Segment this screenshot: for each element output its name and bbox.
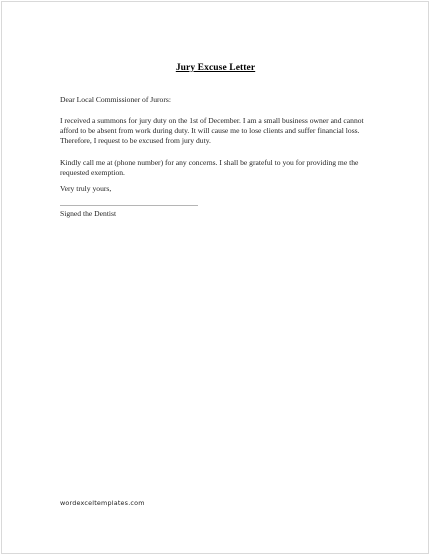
closing: Very truly yours, — [60, 184, 112, 193]
body-paragraph-1: I received a summons for jury duty on the 1st of December. I am a small business owner and cannot afford to be absent from work during duty. It will cause me to lose clients and suffer financial loss. Therefore, I request to be excused from jury duty. — [60, 116, 364, 146]
footer-website: wordexceltemplates.com — [60, 499, 145, 507]
salutation: Dear Local Commissioner of Jurors: — [60, 95, 171, 104]
signature-label: Signed the Dentist — [60, 209, 117, 218]
letter-title: Jury Excuse Letter — [175, 63, 256, 73]
page-border — [1, 1, 429, 554]
signature-line — [60, 205, 198, 206]
body-paragraph-2: Kindly call me at (phone number) for any concerns. I shall be grateful to you for providing me the requested exemption. — [60, 158, 359, 178]
